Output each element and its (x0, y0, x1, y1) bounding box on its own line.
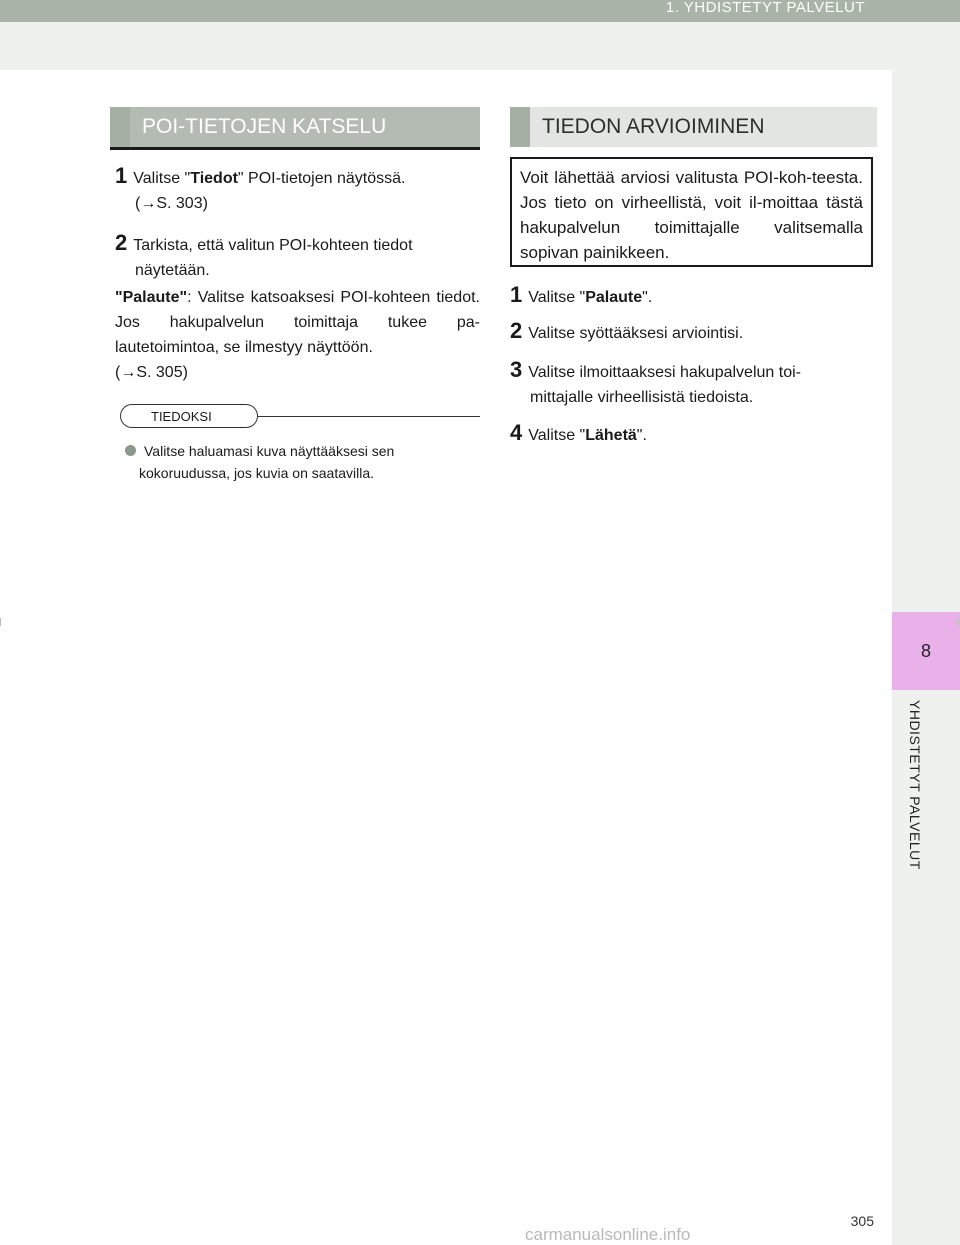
paragraph-text: : Valitse katsoaksesi POI-kohteen tiedot. Jos hakupalvelun toimittaja tukee pa-lautetoimintoa, se ilmestyy näyttöön. (115, 289, 480, 356)
step-number: 2 (510, 318, 523, 343)
step-text: näytetään. (135, 262, 210, 279)
header-band (0, 0, 960, 22)
right-step-1 (510, 282, 880, 310)
step-text: Valitse syöttääksesi arviointisi. (528, 325, 744, 342)
step-text: Valitse " (528, 289, 586, 306)
step-text: Valitse ilmoittaaksesi hakupalvelun toi- (528, 364, 801, 381)
step-bold-text: Tiedot (190, 170, 238, 187)
step-text: mittajalle virheellisistä tiedoista. (530, 389, 754, 406)
crop-mark (958, 618, 959, 626)
step-number: 4 (510, 420, 523, 445)
step-text: ". (636, 427, 647, 444)
step-number: 3 (510, 357, 523, 382)
step-number: 1 (115, 163, 128, 188)
right-step-2 (510, 318, 880, 346)
watermark: carmanualsonline.info (525, 1225, 691, 1244)
crop-mark (0, 618, 1, 626)
section-title: 1. YHDISTETYT PALVELUT (665, 0, 865, 16)
right-step-4 (510, 420, 880, 448)
note-line: kokoruudussa, jos kuvia on saatavilla. (139, 465, 375, 481)
step-text: Valitse " (133, 170, 191, 187)
heading-poi-info (110, 107, 480, 150)
step-number: 2 (115, 230, 128, 255)
note-line: Valitse haluamasi kuva näyttääksesi sen (144, 443, 395, 459)
step-number: 1 (510, 282, 523, 307)
heading-text: POI-TIETOJEN KATSELU (142, 115, 387, 138)
page-reference: (→S. 303) (135, 195, 208, 212)
right-step-3 (510, 357, 880, 410)
chapter-number-tab[interactable]: 8 (892, 612, 960, 690)
chapter-label: YHDISTETYT PALVELUT (907, 700, 923, 870)
step-text: Tarkista, että valitun POI-kohteen tiedot (133, 237, 413, 254)
note-text (125, 440, 475, 484)
heading-marker (110, 107, 130, 147)
step-text: " POI-tietojen näytössä. (237, 170, 406, 187)
step-bold-text: Palaute (585, 289, 643, 306)
page-reference: (→S. 305) (115, 364, 188, 381)
step-text: ". (642, 289, 653, 306)
heading-marker (510, 107, 530, 147)
heading-text: TIEDON ARVIOIMINEN (542, 115, 765, 138)
rating-intro-box: Voit lähettää arviosi valitusta POI-koh-teesta. Jos tieto on virheellistä, voit il-moittaa tästä hakupalvelun toimittajalle valitsemalla sopivan painikkeen. (510, 157, 873, 267)
page-number: 305 (850, 1213, 874, 1229)
step-text: Valitse " (528, 427, 586, 444)
left-step-1 (115, 163, 480, 216)
left-step-2 (115, 230, 480, 283)
step-bold-text: Lähetä (585, 427, 637, 444)
feedback-label: "Palaute" (115, 289, 188, 306)
heading-info-rating (510, 107, 877, 147)
feedback-paragraph (115, 285, 480, 385)
note-label: TIEDOKSI (120, 404, 258, 428)
header-strip (0, 22, 960, 70)
bullet-icon (125, 445, 136, 456)
note-divider (258, 416, 480, 417)
